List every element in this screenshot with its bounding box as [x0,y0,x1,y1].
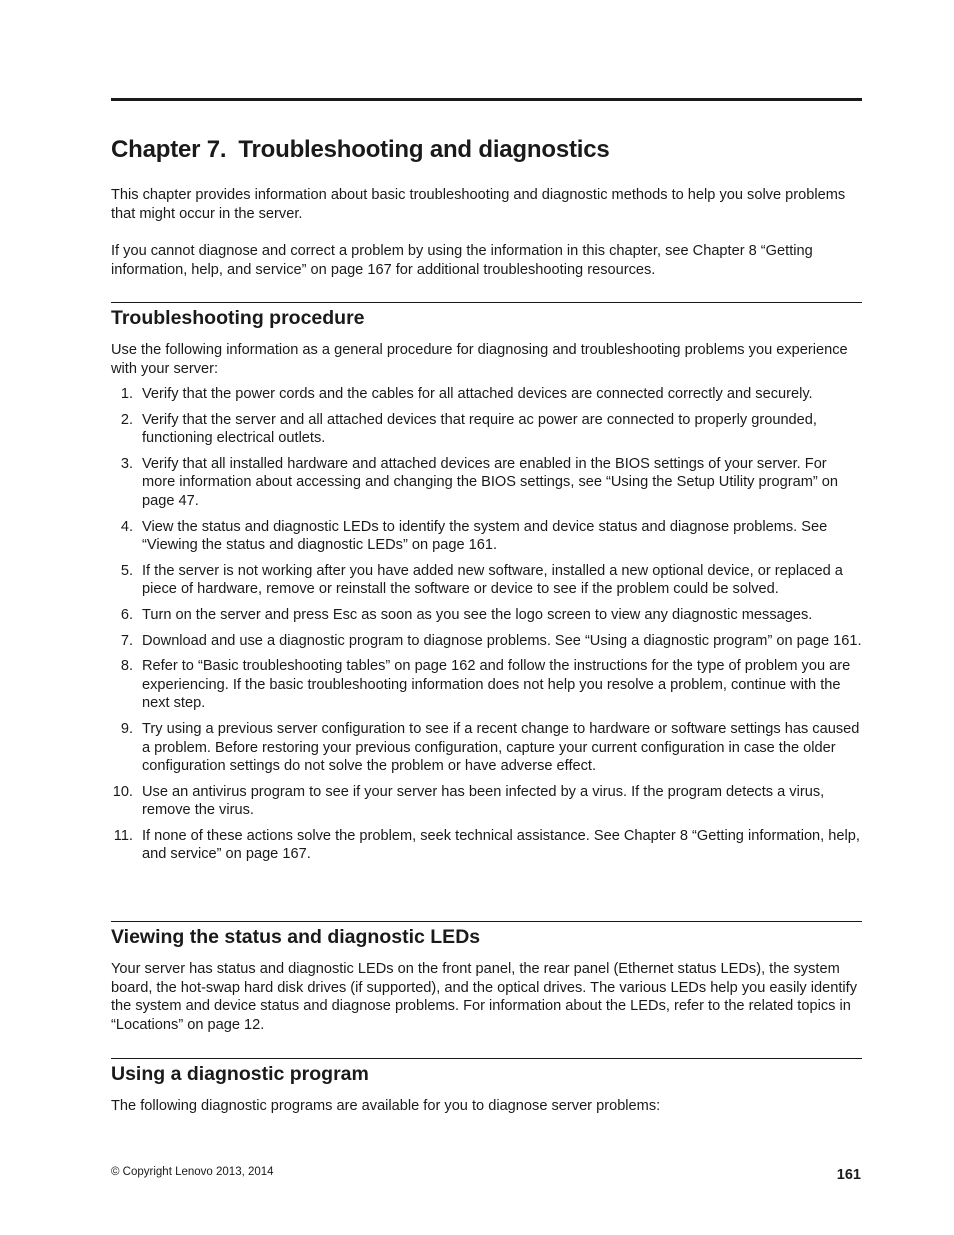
section-rule-procedure [111,302,862,303]
step-number: 1. [120,386,133,402]
procedure-lead: Use the following information as a general procedure for diagnosing and troubleshooting problems you experience with your server: [111,342,848,377]
step-number: 10. [112,783,133,800]
procedure-step [111,827,862,864]
step-text: View the status and diagnostic LEDs to identify the system and device status and diagnose problems. See “Viewing the status and diagnostic LEDs” on page 161. [142,518,828,554]
procedure-step [111,606,862,625]
diag-body: The following diagnostic programs are available for you to diagnose server problems: [111,1098,661,1114]
leds-body: Your server has status and diagnostic LEDs on the front panel, the rear panel (Ethernet status LEDs), the system board, the hot-swap hard disk drives (if supported), and the optical drives. The various LEDs help you easily identify the system and device status and diagnose problems. For information about the LEDs, refer to the related topics in “Locations” on page 12. [111,961,858,1033]
step-text: Use an antivirus program to see if your server has been infected by a virus. If the program detects a virus, remove the virus. [142,783,825,819]
procedure-step [111,632,862,651]
step-text: Verify that the server and all attached devices that require ac power are connected to properly grounded, functioning electrical outlets. [142,411,817,447]
step-number: 4. [120,518,133,535]
step-text: Download and use a diagnostic program to diagnose problems. See “Using a diagnostic program” on page 161. [142,632,862,649]
procedure-steps [111,385,862,871]
procedure-step [111,518,862,555]
intro-paragraph-1: This chapter provides information about basic troubleshooting and diagnostic methods to help you solve problems that might occur in the server. [111,187,846,222]
step-number: 7. [120,632,133,649]
procedure-step [111,720,862,776]
chapter-number: Chapter 7. [111,136,227,163]
step-number: 8. [120,658,133,675]
procedure-step [111,385,862,404]
section-rule-leds [111,921,862,922]
step-number: 6. [120,606,133,623]
chapter-title-text: Troubleshooting and diagnostics [238,136,610,163]
step-number: 2. [120,411,133,428]
step-text: If the server is not working after you have added new software, installed a new optional device, or replaced a piece of hardware, remove or reinstall the software or device to see if the problem could be solved. [142,562,843,598]
footer-page-number: 161 [836,1167,861,1183]
intro-paragraph-2: If you cannot diagnose and correct a problem by using the information in this chapter, see Chapter 8 “Getting information, help, and service” on page 167 for additional troubleshooting resources. [111,243,813,278]
step-text: Verify that all installed hardware and attached devices are enabled in the BIOS settings of your server. For more information about accessing and changing the BIOS settings, see “Using the Setup Utility program” on page 47. [142,455,839,509]
step-number: 11. [113,827,133,844]
step-number: 3. [120,455,133,472]
procedure-step [111,562,862,599]
step-number: 5. [120,562,133,579]
footer-copyright: © Copyright Lenovo 2013, 2014 [111,1166,274,1178]
step-text: Try using a previous server configuration to see if a recent change to hardware or software settings has caused a problem. Before restoring your previous configuration, capture your current configuration in case the older configuration settings do not solve the problem or have adverse effect. [142,720,860,775]
procedure-step [111,411,862,448]
chapter-title [111,136,610,164]
section-heading-procedure: Troubleshooting procedure [111,307,365,329]
section-heading-leds: Viewing the status and diagnostic LEDs [111,926,481,948]
procedure-step [111,455,862,511]
section-rule-diag [111,1058,862,1059]
step-text: Turn on the server and press Esc as soon as you see the logo screen to view any diagnostic messages. [142,606,813,623]
procedure-step [111,657,862,713]
procedure-step [111,783,862,820]
chapter-top-rule [111,98,862,101]
section-heading-diag: Using a diagnostic program [111,1063,369,1085]
step-text: If none of these actions solve the problem, seek technical assistance. See Chapter 8 “Getting information, help, and service” on page 167. [142,827,860,863]
step-text: Verify that the power cords and the cables for all attached devices are connected correctly and securely. [142,386,813,402]
step-text: Refer to “Basic troubleshooting tables” on page 162 and follow the instructions for the type of problem you are experiencing. If the basic troubleshooting information does not help you resolve a problem, continue with the next step. [142,658,851,712]
step-number: 9. [120,720,133,737]
